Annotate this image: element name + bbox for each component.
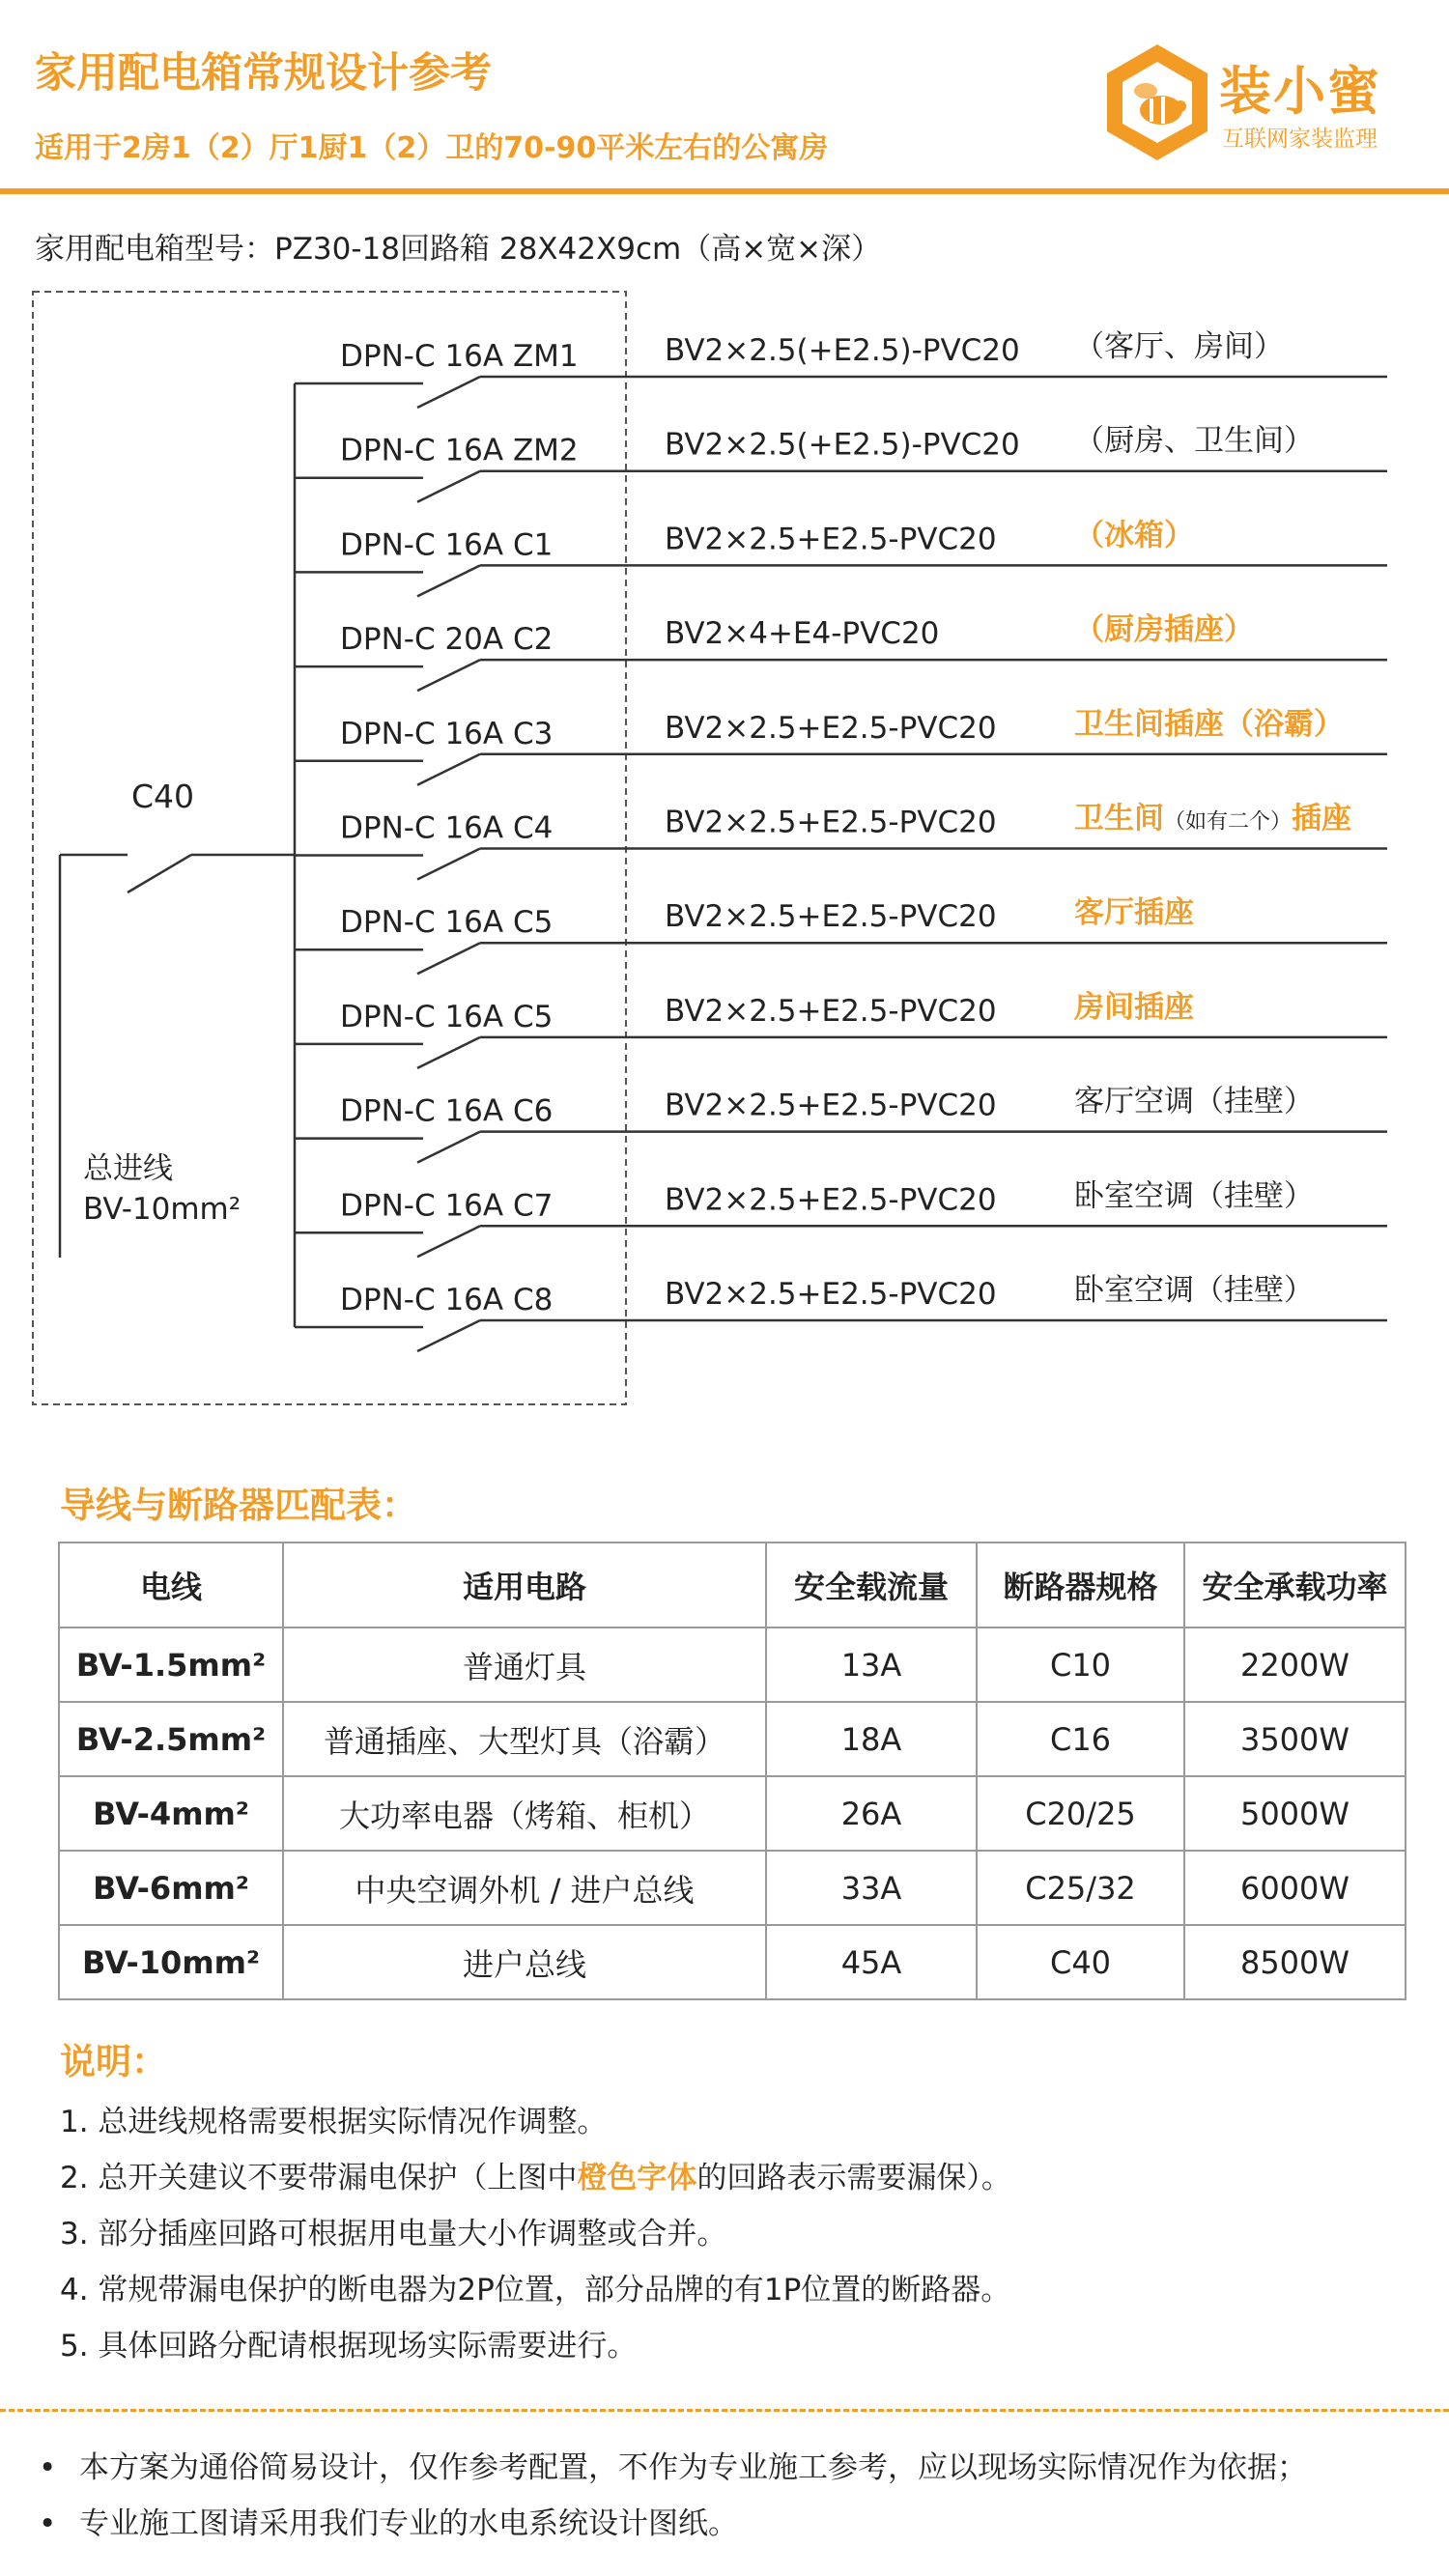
- cell-circuit: 进户总线: [283, 1925, 766, 1999]
- note-item: 4. 常规带漏电保护的断电器为2P位置，部分品牌的有1P位置的断路器。: [60, 2273, 1011, 2307]
- circuit-use-label: 卧室空调（挂壁）: [1074, 1178, 1314, 1214]
- circuit-use-label: （冰箱）: [1074, 518, 1194, 553]
- logo-name: 装小蜜: [1219, 61, 1381, 122]
- circuit-row: [295, 1178, 1387, 1257]
- cell-current: 33A: [766, 1851, 977, 1925]
- circuit-wire-label: BV2×2.5+E2.5-PVC20: [665, 1277, 997, 1312]
- circuit-breaker-switch: [417, 377, 480, 408]
- incoming-label: 总进线: [83, 1151, 173, 1186]
- note-item: 1. 总进线规格需要根据实际情况作调整。: [60, 2105, 608, 2139]
- circuit-use-label: 客厅空调（挂壁）: [1074, 1084, 1314, 1119]
- circuit-wire-label: BV2×4+E4-PVC20: [665, 616, 940, 652]
- disclaimer-text: 本方案为通俗简易设计，仅作参考配置，不作为专业施工参考，应以现场实际情况作为依据；: [79, 2450, 1307, 2485]
- cell-power: 6000W: [1184, 1851, 1406, 1925]
- col-header-wire: 电线: [59, 1543, 283, 1628]
- cell-power: 5000W: [1184, 1776, 1406, 1851]
- circuit-use-label: （厨房、卫生间）: [1074, 423, 1314, 459]
- circuit-row: [295, 802, 1387, 880]
- circuit-use-label: 房间插座: [1074, 989, 1194, 1025]
- circuit-breaker-label: DPN-C 16A ZM1: [340, 339, 579, 374]
- table-row: [59, 1702, 1406, 1776]
- circuit-wire-label: BV2×2.5(+E2.5)-PVC20: [665, 427, 1020, 463]
- wiring-diagram: [0, 280, 1449, 1420]
- circuit-row: [295, 1273, 1387, 1351]
- cell-power: 8500W: [1184, 1925, 1406, 1999]
- cell-circuit: 普通灯具: [283, 1628, 766, 1702]
- cell-breaker: C16: [977, 1702, 1184, 1776]
- note-text: 的回路表示需要漏保）。: [696, 2161, 1011, 2195]
- circuit-wire-label: BV2×2.5+E2.5-PVC20: [665, 805, 997, 840]
- circuit-breaker-switch: [417, 1226, 480, 1257]
- circuit-row: [295, 424, 1387, 502]
- disclaimer-text: 专业施工图请采用我们专业的水电系统设计图纸。: [79, 2506, 738, 2541]
- circuit-breaker-label: DPN-C 16A ZM2: [340, 433, 579, 468]
- table-row: [59, 1776, 1406, 1851]
- circuit-breaker-switch: [417, 1132, 480, 1163]
- cell-current: 13A: [766, 1628, 977, 1702]
- page-title: 家用配电箱常规设计参考: [35, 49, 492, 98]
- footer-divider: [0, 2409, 1449, 2412]
- circuit-row: [295, 1085, 1387, 1163]
- bee-house-icon: [1099, 39, 1215, 164]
- cell-current: 26A: [766, 1776, 977, 1851]
- table-row: [59, 1925, 1406, 1999]
- note-item: 5. 具体回路分配请根据现场实际需要进行。: [60, 2329, 638, 2364]
- main-breaker-switch: [128, 855, 191, 892]
- wire-breaker-table: [58, 1542, 1406, 2000]
- circuit-breaker-label: DPN-C 16A C5: [340, 905, 554, 941]
- cell-power: 2200W: [1184, 1628, 1406, 1702]
- circuit-wire-label: BV2×2.5+E2.5-PVC20: [665, 522, 997, 557]
- circuit-breaker-switch: [417, 849, 480, 880]
- circuit-use-label: 客厅插座: [1074, 895, 1194, 931]
- circuit-breaker-switch: [417, 660, 480, 691]
- disclaimer-item: [39, 2440, 1430, 2496]
- logo-slogan: 互联网家装监理: [1222, 127, 1378, 152]
- note-highlight: 橙色字体: [577, 2161, 697, 2195]
- circuit-breaker-label: DPN-C 16A C1: [340, 527, 554, 563]
- cell-circuit: 中央空调外机 / 进户总线: [283, 1851, 766, 1925]
- cell-circuit: 大功率电器（烤箱、柜机）: [283, 1776, 766, 1851]
- circuit-use-label: （客厅、房间）: [1074, 329, 1284, 364]
- circuit-breaker-switch: [417, 471, 480, 502]
- cell-wire: BV-4mm²: [59, 1776, 283, 1851]
- circuit-wire-label: BV2×2.5+E2.5-PVC20: [665, 899, 997, 935]
- circuit-breaker-switch: [417, 1037, 480, 1068]
- circuit-wire-label: BV2×2.5+E2.5-PVC20: [665, 993, 997, 1029]
- circuit-breaker-label: DPN-C 16A C4: [340, 810, 554, 846]
- circuit-use-label: 卫生间插座（浴霸）: [1074, 706, 1344, 742]
- circuit-row: [295, 707, 1387, 785]
- bullet-icon: •: [39, 2506, 57, 2541]
- cell-current: 18A: [766, 1702, 977, 1776]
- circuit-wire-label: BV2×2.5+E2.5-PVC20: [665, 1088, 997, 1123]
- circuit-breaker-switch: [417, 565, 480, 596]
- cell-wire: BV-1.5mm²: [59, 1628, 283, 1702]
- circuit-breaker-label: DPN-C 16A C8: [340, 1283, 554, 1317]
- circuit-breaker-label: DPN-C 20A C2: [340, 622, 554, 658]
- circuit-wire-label: BV2×2.5(+E2.5)-PVC20: [665, 333, 1020, 368]
- disclaimer-item: [39, 2496, 1430, 2552]
- cell-breaker: C25/32: [977, 1851, 1184, 1925]
- cell-wire: BV-10mm²: [59, 1925, 283, 1999]
- cell-circuit: 普通插座、大型灯具（浴霸）: [283, 1702, 766, 1776]
- circuit-use-label: 卫生间（如有二个）插座: [1074, 801, 1352, 836]
- cell-current: 45A: [766, 1925, 977, 1999]
- header-divider: [0, 188, 1449, 194]
- circuit-row: [295, 895, 1387, 974]
- col-header-current: 安全载流量: [766, 1543, 977, 1628]
- bullet-icon: •: [39, 2450, 57, 2485]
- circuit-breaker-switch: [417, 754, 480, 785]
- cell-breaker: C40: [977, 1925, 1184, 1999]
- table-header-row: [59, 1543, 1406, 1628]
- circuit-wire-label: BV2×2.5+E2.5-PVC20: [665, 1182, 997, 1218]
- circuit-use-label: 卧室空调（挂壁）: [1074, 1273, 1314, 1308]
- table-row: [59, 1851, 1406, 1925]
- cell-breaker: C10: [977, 1628, 1184, 1702]
- disclaimer-list: [39, 2440, 1430, 2552]
- col-header-breaker: 断路器规格: [977, 1543, 1184, 1628]
- cell-wire: BV-2.5mm²: [59, 1702, 283, 1776]
- main-breaker-label: C40: [131, 778, 195, 815]
- col-header-circuit: 适用电路: [283, 1543, 766, 1628]
- circuit-breaker-switch: [417, 1320, 480, 1351]
- col-header-power: 安全承载功率: [1184, 1543, 1406, 1628]
- notes-list: [60, 2094, 1412, 2374]
- note-item: 3. 部分插座回路可根据用电量大小作调整或合并。: [60, 2217, 727, 2251]
- cell-wire: BV-6mm²: [59, 1851, 283, 1925]
- circuit-use-tail: 插座: [1292, 801, 1352, 836]
- note-text: 2. 总开关建议不要带漏电保护（上图中: [60, 2161, 578, 2195]
- circuit-wire-label: BV2×2.5+E2.5-PVC20: [665, 710, 997, 746]
- match-table-heading: 导线与断路器匹配表：: [60, 1485, 417, 1526]
- page-subtitle: 适用于2房1（2）厅1厨1（2）卫的70-90平米左右的公寓房: [35, 131, 829, 165]
- notes-heading: 说明：: [60, 2041, 167, 2082]
- circuit-list: [295, 329, 1387, 1351]
- circuit-breaker-label: DPN-C 16A C5: [340, 999, 554, 1034]
- note-item: [60, 2150, 1412, 2206]
- circuit-breaker-switch: [417, 943, 480, 974]
- circuit-use-label: （厨房插座）: [1074, 612, 1254, 648]
- table-row: [59, 1628, 1406, 1702]
- cell-breaker: C20/25: [977, 1776, 1184, 1851]
- distribution-box-model: 家用配电箱型号：PZ30-18回路箱 28X42X9cm（高×宽×深）: [35, 232, 882, 267]
- incoming-spec: BV-10mm²: [83, 1192, 242, 1227]
- circuit-breaker-label: DPN-C 16A C3: [340, 716, 554, 751]
- cell-power: 3500W: [1184, 1702, 1406, 1776]
- circuit-use-note: （如有二个）: [1164, 809, 1293, 835]
- circuit-breaker-label: DPN-C 16A C7: [340, 1188, 554, 1224]
- circuit-row: [295, 612, 1387, 691]
- circuit-row: [295, 329, 1387, 408]
- circuit-row: [295, 518, 1387, 596]
- circuit-breaker-label: DPN-C 16A C6: [340, 1093, 554, 1129]
- circuit-row: [295, 990, 1387, 1068]
